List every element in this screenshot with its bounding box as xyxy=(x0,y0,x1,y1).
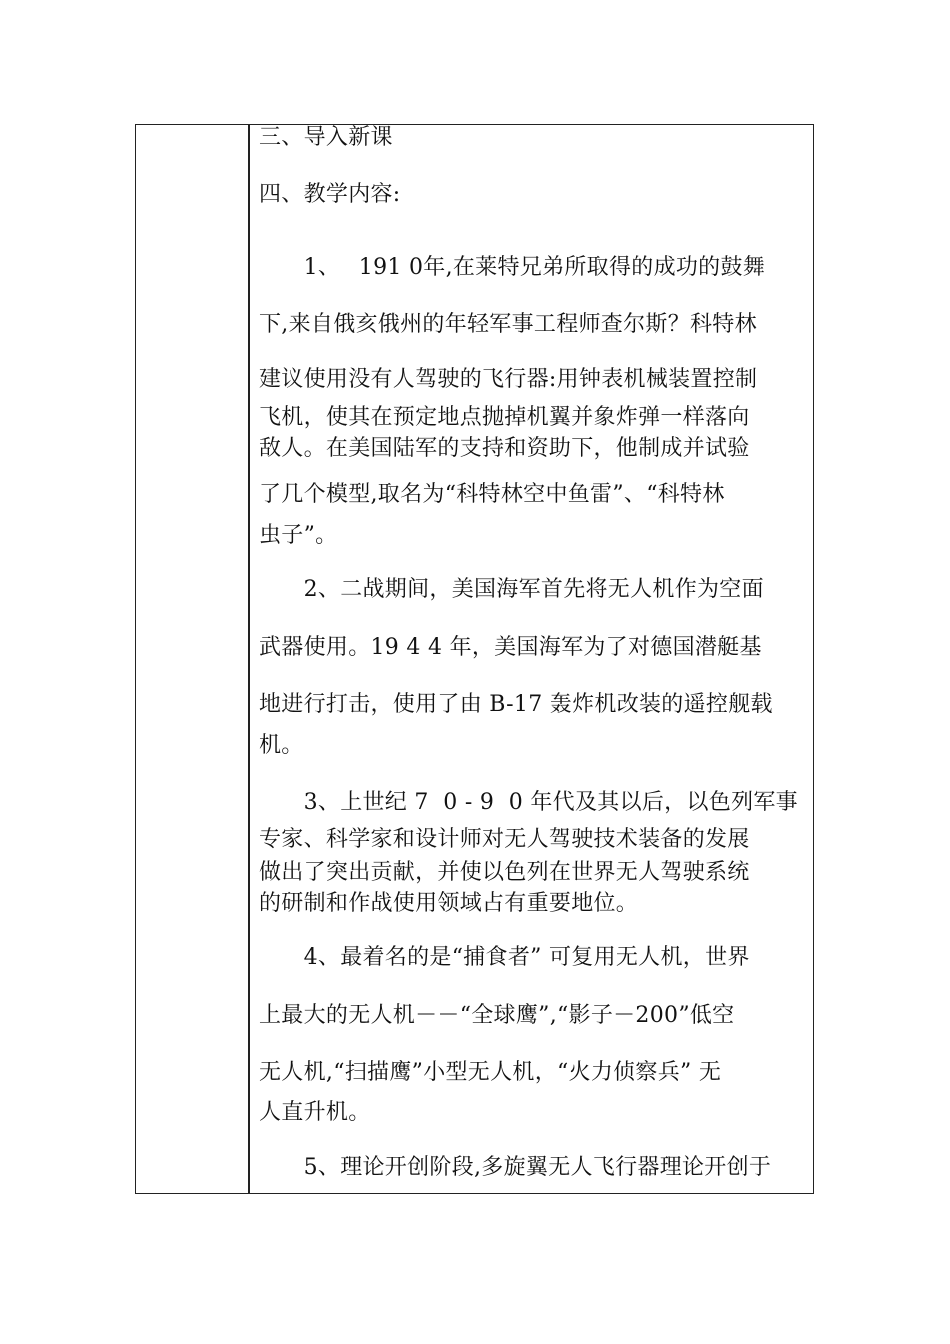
paragraph-line: 了几个模型,取名为“科特林空中鱼雷”、“科特林 xyxy=(259,482,725,507)
paragraph-line: 飞机，使其在预定地点抛掉机翼并象炸弹一样落向 xyxy=(259,405,750,430)
paragraph-line: 3、上世纪 7 0 - 9 0 年代及其以后，以色列军事 xyxy=(259,790,798,815)
paragraph-line: 专家、科学家和设计师对无人驾驶技术装备的发展 xyxy=(259,827,750,852)
paragraph-line: 1、 191 0年,在莱特兄弟所取得的成功的鼓舞 xyxy=(259,255,766,280)
paragraph-line: 机。 xyxy=(259,733,304,758)
paragraph-line: 人直升机。 xyxy=(259,1100,371,1125)
paragraph-line: 建议使用没有人驾驶的飞行器:用钟表机械装置控制 xyxy=(259,367,758,392)
paragraph-line: 下,来自俄亥俄州的年轻军事工程师查尔斯？科特林 xyxy=(259,312,757,337)
paragraph-line: 做出了突出贡献，并使以色列在世界无人驾驶系统 xyxy=(259,860,750,885)
paragraph-line: 敌人。在美国陆军的支持和资助下，他制成并试验 xyxy=(259,436,750,461)
paragraph-line: 4、最着名的是“捕食者” 可复用无人机，世界 xyxy=(259,945,750,970)
paragraph-line: 的研制和作战使用领域占有重要地位。 xyxy=(259,891,639,916)
section-heading-intro: 三、导入新课 xyxy=(259,125,393,150)
table-column-divider xyxy=(248,124,250,1194)
section-heading-content: 四、教学内容: xyxy=(259,182,401,207)
paragraph-line: 2、二战期间，美国海军首先将无人机作为空面 xyxy=(259,577,764,602)
table-left-cell xyxy=(136,125,248,1193)
paragraph-line: 5、理论开创阶段,多旋翼无人飞行器理论开创于 xyxy=(259,1155,772,1180)
paragraph-line: 地进行打击，使用了由 B-17 轰炸机改装的遥控舰载 xyxy=(259,692,773,717)
paragraph-line: 虫子”。 xyxy=(259,523,338,548)
paragraph-line: 上最大的无人机－－“全球鹰”,“影子－200”低空 xyxy=(259,1003,735,1028)
paragraph-line: 武器使用。19 4 4 年，美国海军为了对德国潜艇基 xyxy=(259,635,762,660)
paragraph-line: 无人机,“扫描鹰”小型无人机，“火力侦察兵” 无 xyxy=(259,1060,722,1085)
